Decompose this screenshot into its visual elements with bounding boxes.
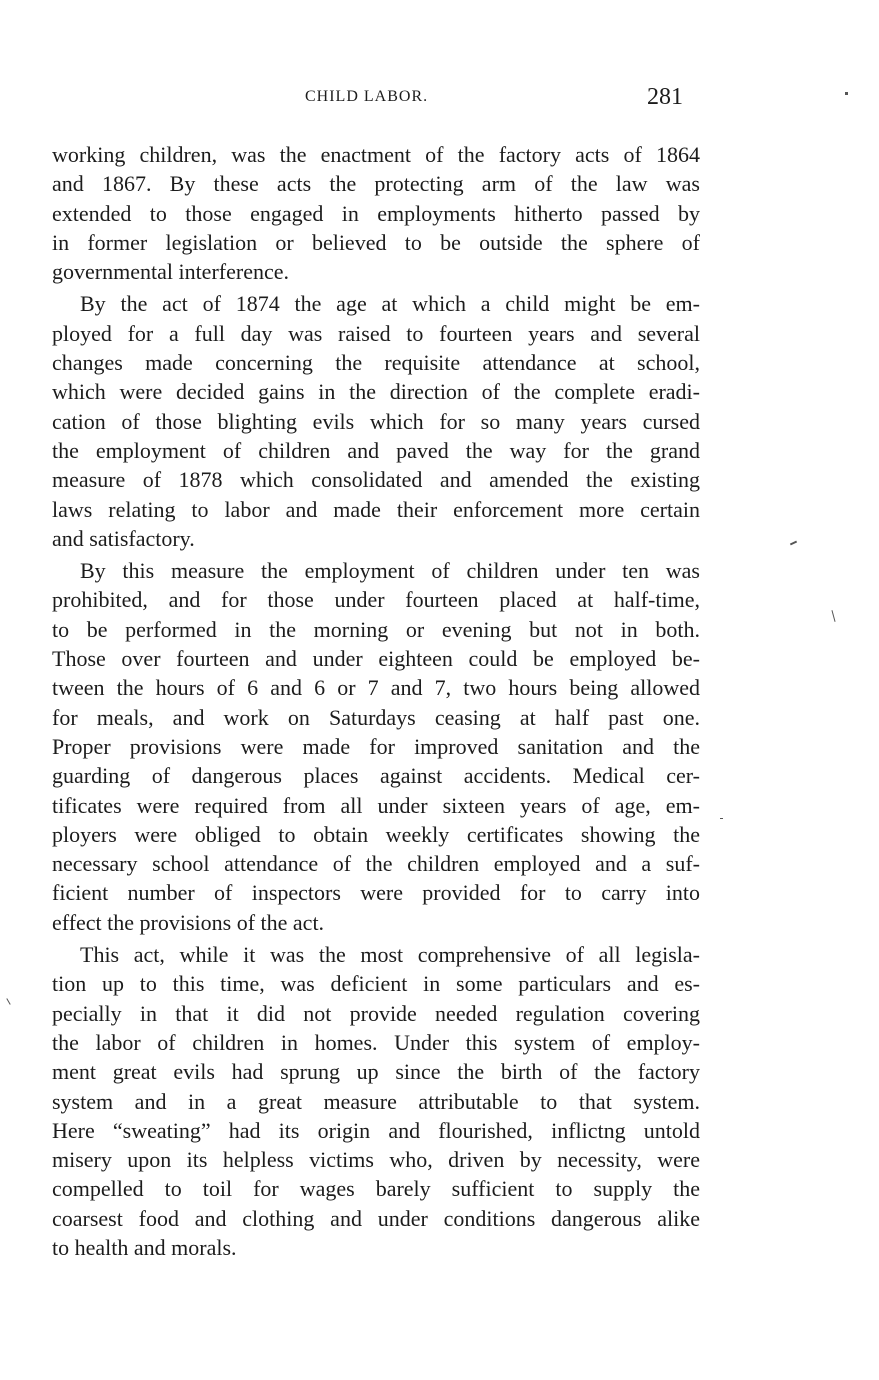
scan-speck — [831, 610, 835, 622]
text-line: Proper provisions were made for improved sanitation and the — [52, 733, 700, 759]
paragraph — [52, 556, 700, 937]
text-line: and satisfactory. — [52, 525, 195, 551]
text-line: which were decided gains in the direction of the complete eradi- — [52, 379, 700, 405]
page-number: 281 — [647, 84, 683, 110]
text-line: laws relating to labor and made their enforcement more certain — [52, 496, 700, 522]
paragraph — [52, 289, 700, 553]
paragraph — [52, 940, 700, 1262]
body-text — [52, 140, 700, 1262]
text-line: necessary school attendance of the children employed and a suf- — [52, 851, 700, 877]
text-line: for meals, and work on Saturdays ceasing at half past one. — [52, 704, 700, 730]
text-line: measure of 1878 which consolidated and amended the existing — [52, 467, 700, 493]
text-line: working children, was the enactment of the factory acts of 1864 — [52, 142, 700, 167]
text-line: tion up to this time, was deficient in some particulars and es- — [52, 971, 700, 997]
text-line: By the act of 1874 the age at which a child might be em- — [80, 291, 700, 317]
text-line: and 1867. By these acts the protecting arm of the law was — [52, 171, 700, 197]
text-line: ployers were obliged to obtain weekly certificates showing the — [52, 821, 700, 847]
text-line: tificates were required from all under sixteen years of age, em- — [52, 792, 700, 818]
text-line: ployed for a full day was raised to fourteen years and several — [52, 320, 700, 346]
text-line: cation of those blighting evils which for so many years cursed — [52, 408, 700, 434]
text-line: in former legislation or believed to be outside the sphere of — [52, 229, 700, 255]
scan-speck — [720, 818, 723, 819]
text-line: governmental interference. — [52, 259, 289, 285]
text-line: to be performed in the morning or evening but not in both. — [52, 616, 700, 642]
text-line: Those over fourteen and under eighteen could be employed be- — [52, 646, 700, 672]
text-line: pecially in that it did not provide needed regulation covering — [52, 1000, 700, 1026]
text-line: misery upon its helpless victims who, driven by necessity, were — [52, 1147, 700, 1173]
text-line: the labor of children in homes. Under this system of employ- — [52, 1029, 700, 1055]
text-line: to health and morals. — [52, 1234, 237, 1260]
running-head: CHILD LABOR. — [305, 88, 429, 105]
text-line: ment great evils had sprung up since the birth of the factory — [52, 1059, 700, 1085]
text-line: compelled to toil for wages barely sufficient to supply the — [52, 1176, 700, 1202]
text-line: coarsest food and clothing and under conditions dangerous alike — [52, 1205, 700, 1231]
scan-speck — [6, 998, 10, 1005]
scan-speck — [790, 541, 797, 546]
text-line: prohibited, and for those under fourteen placed at half-time, — [52, 587, 700, 613]
paragraph — [52, 140, 700, 286]
text-line: tween the hours of 6 and 6 or 7 and 7, two hours being allowed — [52, 675, 700, 701]
text-line: effect the provisions of the act. — [52, 909, 325, 935]
text-line: the employment of children and paved the way for the grand — [52, 437, 700, 463]
text-line: guarding of dangerous places against accidents. Medical cer- — [52, 763, 700, 789]
scan-speck — [845, 92, 848, 95]
text-line: changes made concerning the requisite attendance at school, — [52, 350, 700, 376]
text-line: ficient number of inspectors were provided for to carry into — [52, 880, 700, 906]
text-line: By this measure the employment of children under ten was — [80, 558, 700, 584]
text-line: system and in a great measure attributable to that system. — [52, 1088, 700, 1114]
text-line: extended to those engaged in employments hitherto passed by — [52, 200, 700, 226]
text-line: Here “sweating” had its origin and flourished, inflictng untold — [52, 1117, 700, 1143]
text-line: This act, while it was the most comprehensive of all legisla- — [80, 942, 700, 968]
